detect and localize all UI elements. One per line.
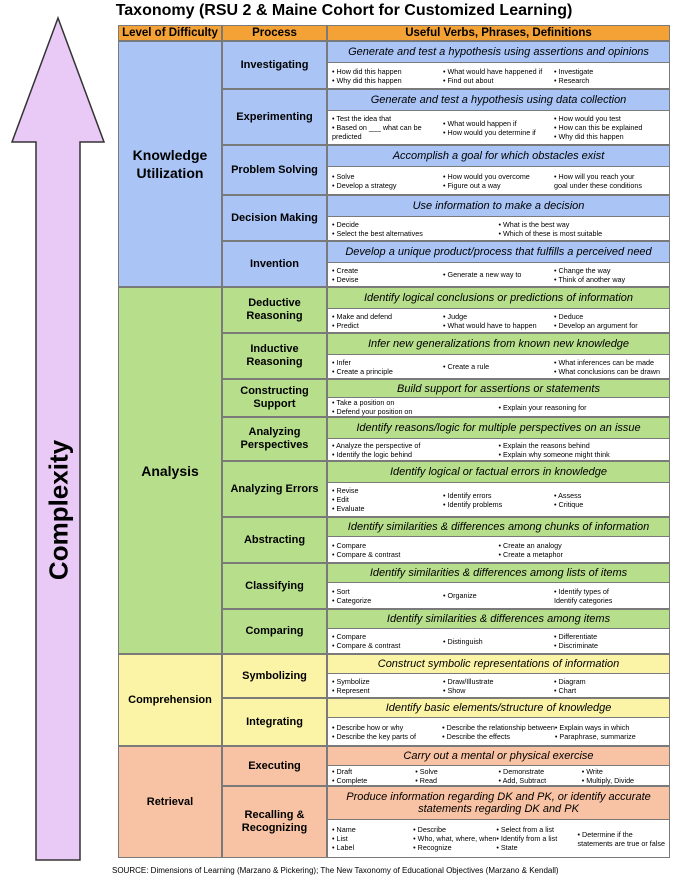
source-citation: SOURCE: Dimensions of Learning (Marzano & Pickering); The New Taxonomy of Educational Objectives (Marzano & Kendall) xyxy=(112,866,559,875)
verb-column xyxy=(332,220,499,238)
verb-item: • Create xyxy=(332,265,359,275)
definition-heading: Generate and test a hypothesis using data collection xyxy=(328,90,669,111)
verb-column xyxy=(332,172,443,190)
verb-item: • What conclusions can be drawn xyxy=(554,366,660,376)
verb-item: • Compare & contrast xyxy=(332,549,401,559)
verb-list xyxy=(328,63,669,88)
definition-cell-integrating xyxy=(327,698,670,746)
verb-list xyxy=(328,766,669,785)
verb-item: goal under these conditions xyxy=(554,180,642,190)
level-comprehension: Comprehension xyxy=(118,654,222,746)
verb-item: • Describe the key parts of xyxy=(332,731,417,741)
verb-column xyxy=(554,172,665,190)
verb-item: statements are true or false xyxy=(577,838,665,848)
definition-cell-abstracting xyxy=(327,517,670,563)
process-deductive-reasoning: Deductive Reasoning xyxy=(222,287,327,333)
verb-column xyxy=(582,767,665,785)
verb-column xyxy=(443,119,554,137)
verb-item: • Deduce xyxy=(554,311,584,321)
verb-column xyxy=(443,637,554,646)
verb-item: • Create an analogy xyxy=(498,540,562,550)
process-abstracting: Abstracting xyxy=(222,517,327,563)
verb-column xyxy=(554,266,665,284)
definition-heading: Develop a unique product/process that fulfills a perceived need xyxy=(328,242,669,263)
verb-item: • Describe the relationship between xyxy=(442,722,555,732)
verb-column xyxy=(496,825,577,852)
verb-column xyxy=(332,67,443,85)
header-level: Level of Difficulty xyxy=(118,25,222,41)
definition-heading: Produce information regarding DK and PK, or identify accurate statements regarding DK and PK xyxy=(328,787,669,820)
verb-list xyxy=(328,439,669,460)
definition-cell-inductive-reasoning xyxy=(327,333,670,379)
verb-item: • Create a rule xyxy=(443,362,490,371)
verb-item: • What is the best way xyxy=(498,219,570,229)
verb-item: • Categorize xyxy=(332,595,372,605)
definition-heading: Construct symbolic representations of information xyxy=(328,655,669,674)
verb-item: • Assess xyxy=(554,490,582,500)
verb-item: • Symbolize xyxy=(332,676,370,686)
verb-item: • Identify problems xyxy=(443,499,503,509)
process-inductive-reasoning: Inductive Reasoning xyxy=(222,333,327,379)
definition-cell-comparing xyxy=(327,609,670,654)
verb-item: Identify categories xyxy=(554,595,613,605)
verb-item: • Compare xyxy=(332,632,367,641)
definition-cell-classifying xyxy=(327,563,670,609)
verb-column xyxy=(554,312,665,330)
verb-item: • Investigate xyxy=(554,66,594,76)
process-decision-making: Decision Making xyxy=(222,195,327,241)
process-constructing-support: Constructing Support xyxy=(222,379,327,417)
verb-item: • Research xyxy=(554,75,590,85)
verb-column xyxy=(332,825,413,852)
verb-item: • Develop a strategy xyxy=(332,180,397,190)
verb-item: • Add, Subtract xyxy=(498,775,547,785)
definition-cell-analyzing-perspectives xyxy=(327,417,670,461)
verb-column xyxy=(415,767,498,785)
verb-item: • Based on ___ what can be xyxy=(332,123,422,132)
process-executing: Executing xyxy=(222,746,327,786)
verb-item: • Identify from a list xyxy=(496,834,558,843)
verb-column xyxy=(554,358,665,376)
verb-item: • Figure out a way xyxy=(443,180,501,190)
definition-heading: Generate and test a hypothesis using assertions and opinions xyxy=(328,42,669,63)
verb-list xyxy=(328,583,669,608)
definition-cell-investigating xyxy=(327,41,670,89)
definition-cell-constructing-support xyxy=(327,379,670,417)
verb-column xyxy=(332,587,443,605)
verb-item: • What would have to happen xyxy=(443,320,537,330)
verb-item: • Which of these is most suitable xyxy=(498,228,603,238)
verb-item: • Paraphrase, summarize xyxy=(554,731,636,741)
verb-item: • Show xyxy=(443,685,466,695)
verb-item: • Differentiate xyxy=(554,632,598,641)
verb-column xyxy=(443,591,554,600)
verb-column xyxy=(332,358,443,376)
verb-item: • Take a position on xyxy=(332,398,395,407)
verb-column xyxy=(443,362,554,371)
verb-item: • Demonstrate xyxy=(498,766,545,776)
verb-list xyxy=(328,718,669,745)
verb-item: • Explain why someone might think xyxy=(498,449,610,459)
verb-item: • Test the idea that xyxy=(332,114,392,123)
verb-list xyxy=(328,398,669,416)
verb-item: • Name xyxy=(332,825,356,834)
verb-list xyxy=(328,629,669,653)
level-knowledge-utilization: Knowledge Utilization xyxy=(118,41,222,287)
verb-list xyxy=(328,217,669,240)
verb-column xyxy=(499,403,666,412)
definition-heading: Identify similarities & differences among lists of items xyxy=(328,564,669,583)
verb-item: • How did this happen xyxy=(332,66,402,76)
verb-item: • Find out about xyxy=(443,75,494,85)
verb-item: • Select from a list xyxy=(496,825,554,834)
verb-item: • Recognize xyxy=(413,843,452,852)
process-invention: Invention xyxy=(222,241,327,287)
verb-item: • Draw/Illustrate xyxy=(443,676,494,686)
verb-item: • State xyxy=(496,843,518,852)
verb-item: • Solve xyxy=(332,171,355,181)
verb-item: • Write xyxy=(581,766,603,776)
definition-cell-recalling-recognizing xyxy=(327,786,670,858)
verb-item: • Discriminate xyxy=(554,641,599,650)
process-investigating: Investigating xyxy=(222,41,327,89)
definition-heading: Identify similarities & differences among items xyxy=(328,610,669,629)
process-classifying: Classifying xyxy=(222,563,327,609)
process-symbolizing: Symbolizing xyxy=(222,654,327,698)
verb-column xyxy=(578,830,666,848)
verb-column xyxy=(554,67,665,85)
verb-column xyxy=(442,723,555,741)
verb-item: • Read xyxy=(415,775,437,785)
verb-item: • Create a principle xyxy=(332,366,393,376)
verb-item: • Change the way xyxy=(554,265,611,275)
verb-column xyxy=(499,541,666,559)
verb-item: • Think of another way xyxy=(554,274,626,284)
verb-column xyxy=(554,677,665,695)
definition-heading: Identify logical conclusions or predictions of information xyxy=(328,288,669,309)
verb-item: • How would you overcome xyxy=(443,171,530,181)
verb-item: • Make and defend xyxy=(332,311,393,321)
verb-item: • Select the best alternatives xyxy=(332,228,423,238)
verb-item: • Who, what, where, when xyxy=(413,834,497,843)
verb-column xyxy=(499,220,666,238)
verb-item: • Identify the logic behind xyxy=(332,449,413,459)
verb-column xyxy=(332,114,443,141)
verb-item: • Defend your position on xyxy=(332,407,413,416)
verb-item: • Evaluate xyxy=(332,504,365,513)
definition-heading: Use information to make a decision xyxy=(328,196,669,217)
verb-column xyxy=(332,266,443,284)
verb-item: • Develop an argument for xyxy=(554,320,638,330)
verb-item: • Describe how or why xyxy=(332,722,404,732)
verb-item: • Infer xyxy=(332,357,351,367)
verb-column xyxy=(499,767,582,785)
verb-item: • Devise xyxy=(332,274,359,284)
verb-item: predicted xyxy=(332,132,362,141)
verb-item: • Describe xyxy=(413,825,447,834)
verb-item: • Identify errors xyxy=(443,490,492,500)
verb-column xyxy=(443,172,554,190)
verb-list xyxy=(328,483,669,516)
verb-column xyxy=(443,491,554,509)
verb-item: • Multiply, Divide xyxy=(581,775,635,785)
verb-column xyxy=(555,723,665,741)
verb-item: • Label xyxy=(332,843,355,852)
definition-heading: Identify basic elements/structure of knowledge xyxy=(328,699,669,718)
verb-item: • How will you reach your xyxy=(554,171,635,181)
verb-item: • Compare xyxy=(332,540,367,550)
verb-item: • Organize xyxy=(443,591,477,600)
level-retrieval: Retrieval xyxy=(118,746,222,858)
verb-item: • Create a metaphor xyxy=(498,549,563,559)
verb-column xyxy=(554,491,665,509)
definition-cell-invention xyxy=(327,241,670,287)
process-comparing: Comparing xyxy=(222,609,327,654)
definition-cell-symbolizing xyxy=(327,654,670,698)
verb-item: • Chart xyxy=(554,685,577,695)
verb-item: • List xyxy=(332,834,348,843)
verb-item: • Critique xyxy=(554,499,584,509)
verb-column xyxy=(332,441,499,459)
verb-item: • Edit xyxy=(332,495,349,504)
definition-heading: Carry out a mental or physical exercise xyxy=(328,747,669,766)
verb-item: • Generate a new way to xyxy=(443,270,522,279)
verb-item: • Diagram xyxy=(554,676,586,686)
verb-list xyxy=(328,111,669,144)
definition-heading: Identify logical or factual errors in knowledge xyxy=(328,462,669,483)
definition-cell-deductive-reasoning xyxy=(327,287,670,333)
process-recalling-recognizing: Recalling & Recognizing xyxy=(222,786,327,858)
process-analyzing-errors: Analyzing Errors xyxy=(222,461,327,517)
verb-column xyxy=(332,677,443,695)
verb-column xyxy=(554,114,665,141)
verb-column xyxy=(443,312,554,330)
verb-list xyxy=(328,674,669,697)
verb-item: • Why did this happen xyxy=(554,132,624,141)
verb-item: • How would you test xyxy=(554,114,621,123)
definition-heading: Infer new generalizations from known new knowledge xyxy=(328,334,669,355)
verb-item: • What would have happened if xyxy=(443,66,543,76)
process-analyzing-perspectives: Analyzing Perspectives xyxy=(222,417,327,461)
verb-list xyxy=(328,537,669,562)
definition-cell-decision-making xyxy=(327,195,670,241)
verb-item: • Explain ways in which xyxy=(554,722,630,732)
verb-item: • Describe the effects xyxy=(442,731,511,741)
verb-column xyxy=(332,632,443,650)
verb-column xyxy=(443,270,554,279)
verb-column xyxy=(443,67,554,85)
process-experimenting: Experimenting xyxy=(222,89,327,145)
definition-cell-analyzing-errors xyxy=(327,461,670,517)
verb-item: • Judge xyxy=(443,311,468,321)
verb-list xyxy=(328,167,669,194)
process-problem-solving: Problem Solving xyxy=(222,145,327,195)
verb-item: • Explain the reasons behind xyxy=(498,440,590,450)
definition-heading: Build support for assertions or statements xyxy=(328,380,669,398)
verb-column xyxy=(554,632,665,650)
verb-list xyxy=(328,820,669,857)
definition-cell-experimenting xyxy=(327,89,670,145)
verb-column xyxy=(554,587,665,605)
definition-cell-problem-solving xyxy=(327,145,670,195)
verb-item: • What would happen if xyxy=(443,118,517,128)
verb-item: • Explain your reasoning for xyxy=(498,402,587,412)
verb-column xyxy=(332,486,443,513)
verb-column xyxy=(332,312,443,330)
verb-item: • Decide xyxy=(332,219,359,229)
verb-item: • What inferences can be made xyxy=(554,357,655,367)
verb-item: • Identify types of xyxy=(554,586,609,596)
definition-heading: Identify reasons/logic for multiple perspectives on an issue xyxy=(328,418,669,439)
header-process: Process xyxy=(222,25,327,41)
process-integrating: Integrating xyxy=(222,698,327,746)
verb-item: • Solve xyxy=(415,766,438,776)
verb-list xyxy=(328,309,669,332)
verb-list xyxy=(328,263,669,286)
verb-item: • Predict xyxy=(332,320,359,330)
verb-item: • How would you determine if xyxy=(443,127,536,137)
verb-item: • Represent xyxy=(332,685,370,695)
verb-item: • Determine if the xyxy=(577,829,633,839)
verb-item: • Complete xyxy=(332,775,368,785)
header-useful: Useful Verbs, Phrases, Definitions xyxy=(327,25,670,41)
verb-item: • How can this be explained xyxy=(554,123,643,132)
verb-list xyxy=(328,355,669,378)
definition-cell-executing xyxy=(327,746,670,786)
definition-heading: Identify similarities & differences among chunks of information xyxy=(328,518,669,537)
verb-column xyxy=(332,541,499,559)
verb-column xyxy=(332,723,442,741)
level-analysis: Analysis xyxy=(118,287,222,654)
verb-item: • Distinguish xyxy=(443,636,483,646)
verb-item: • Compare & contrast xyxy=(332,641,401,650)
verb-column xyxy=(332,398,499,416)
verb-item: • Sort xyxy=(332,586,350,596)
page-title: Taxonomy (RSU 2 & Maine Cohort for Customized Learning) xyxy=(115,2,573,19)
complexity-label: Complexity xyxy=(43,439,74,581)
verb-column xyxy=(332,767,415,785)
verb-item: • Draft xyxy=(332,766,353,776)
verb-column xyxy=(413,825,496,852)
definition-heading: Accomplish a goal for which obstacles exist xyxy=(328,146,669,167)
verb-column xyxy=(443,677,554,695)
verb-column xyxy=(499,441,666,459)
verb-item: • Why did this happen xyxy=(332,75,402,85)
verb-item: • Revise xyxy=(332,486,359,495)
verb-item: • Analyze the perspective of xyxy=(332,440,421,450)
